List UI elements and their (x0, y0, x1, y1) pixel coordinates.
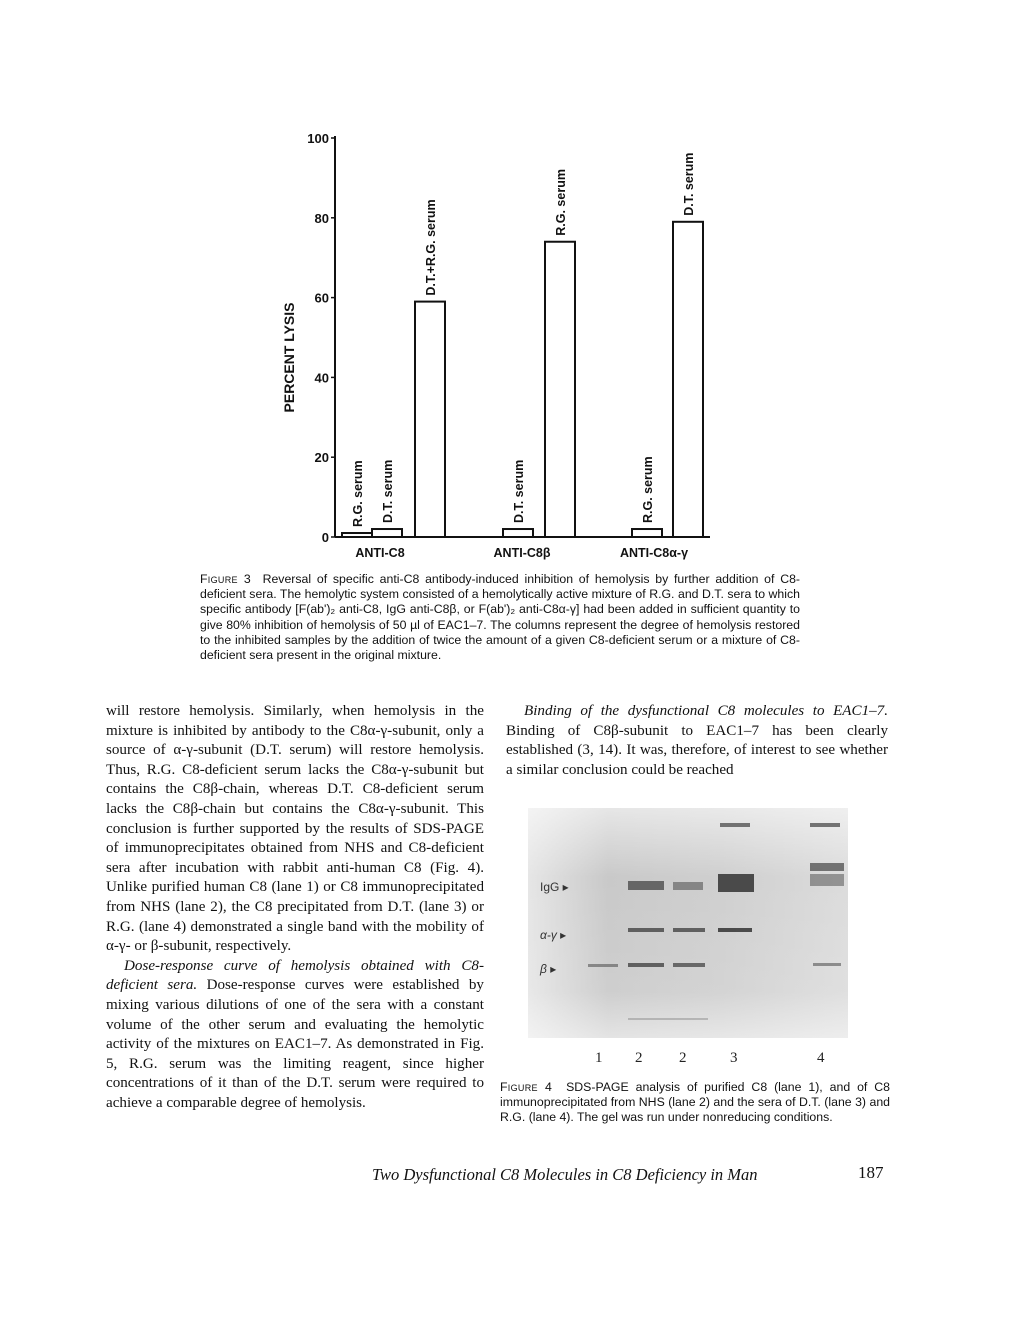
bar (673, 222, 703, 537)
figure-3-chart (270, 125, 730, 575)
bar-label: D.T.+R.G. serum (424, 199, 438, 296)
lane-label: 2 (679, 1050, 687, 1066)
y-tick-label: 20 (314, 450, 329, 466)
running-title: Two Dysfunctional C8 Molecules in C8 Deficiency in Man (372, 1165, 758, 1184)
bar-label: D.T. serum (512, 459, 526, 524)
figure-3-caption-text: Reversal of specific anti-C8 antibody-induced inhibition of hemolysis by further addition of C8-deficient sera. The hemolytic system consisted of a hemolytically active mixture of R.G. and D.T. sera to which specific antibody [F(ab')₂ anti-C8, IgG anti-C8β, or F(ab')₂ anti-C8α-γ] had been added in sufficient quantity to give 80% inhibition of hemolysis of 50 µl of EAC1–7. The columns represent the degree of hemolysis restored to the inhibited samples by the addition of twice the amount of a given C8-deficient serum or a mixture of C8-deficient sera present in the original mixture. (200, 572, 801, 663)
bar-chart (270, 125, 730, 575)
bar (545, 242, 575, 537)
bar-label: R.G. serum (554, 169, 568, 236)
bar (503, 529, 533, 537)
left-paragraph-1: will restore hemolysis. Similarly, when hemolysis in the mixture is inhibited by antibody to the C8α-γ-subunit, only a source of α-γ-subunit (D.T. serum) will restore hemolysis. Thus, R.G. C8-deficient serum lacks the C8α-γ-subunit but contains the C8β-chain, whereas D.T. C8-deficient serum lacks the C8β-chain but contains the C8α-γ-subunit. This conclusion is further supported by the results of SDS-PAGE of immunoprecipitates obtained from NHS and C8-deficient sera after incubation with rabbit anti-human C8 (Fig. 4). Unlike purified human C8 (lane 1) or C8 immunoprecipitated from NHS (lane 2), the C8 precipitated from D.T. (lane 3) or R.G. (lane 4) demonstrated a single band with the mobility of α-γ- or β-subunit, respectively. (106, 703, 484, 955)
binding-heading: Binding of the dysfunctional C8 molecules to EAC1–7. (524, 703, 888, 719)
bar-label: R.G. serum (641, 456, 655, 524)
lane-label: 3 (730, 1050, 738, 1066)
igg-band-label: IgG ▸ (540, 880, 569, 894)
group-label: ANTI-C8β (493, 546, 551, 560)
beta-band-label: β ▸ (540, 962, 557, 976)
lane-label: 2 (635, 1050, 643, 1066)
bar-label: D.T. serum (682, 152, 696, 216)
bar (372, 529, 402, 537)
left-column (106, 702, 484, 1113)
lane-label: 4 (817, 1050, 825, 1066)
alpha-gamma-band-label: α-γ ▸ (540, 928, 567, 942)
bar-label: D.T. serum (381, 459, 395, 524)
page-number: 187 (858, 1163, 884, 1182)
y-tick-label: 60 (314, 290, 329, 306)
binding-body: Binding of C8β-subunit to EAC1–7 has been clearly established (3, 14). It was, therefore, of interest to see whether a similar conclusion could be reached (506, 722, 888, 778)
bar-label: R.G. serum (351, 460, 365, 528)
bar (632, 529, 662, 537)
left-paragraph-2 (106, 957, 484, 1114)
y-tick-label: 100 (307, 131, 329, 146)
gel-lane-numbers (585, 1050, 845, 1070)
gel-photo (528, 808, 848, 1038)
bar (342, 533, 372, 537)
y-tick-label: 40 (314, 370, 329, 386)
figure-4-caption (500, 1080, 890, 1126)
dose-response-body: Dose-response curves were established by mixing various dilutions of one of the sera with a constant volume of the other serum and evaluating the hemolytic activity of the mixtures on EAC1–7. As demonstrated in Fig. 5, R.G. serum was the limiting reagent, since higher concentrations of it than of the D.T. serum were required to achieve a comparable degree of hemolysis. (106, 977, 484, 1111)
figure-3-caption (200, 572, 800, 663)
group-label: ANTI-C8 (355, 546, 405, 560)
lane-label: 1 (595, 1050, 603, 1066)
right-paragraph (506, 702, 888, 780)
y-tick-label: 80 (314, 210, 329, 226)
y-axis-label: PERCENT LYSIS (281, 302, 297, 413)
figure-4-label: Figure 4 (500, 1080, 553, 1094)
dose-response-heading: Dose-response curve of hemolysis obtained with C8-deficient sera. (106, 957, 484, 994)
figure-3-label: Figure 3 (200, 572, 252, 586)
group-label: ANTI-C8α-γ (619, 546, 689, 560)
y-tick-label: 0 (321, 530, 329, 545)
bar (415, 302, 445, 537)
right-column (506, 702, 888, 780)
figure-4-caption-text: SDS-PAGE analysis of purified C8 (lane 1), and of C8 immunoprecipitated from NHS (lane 2) and the sera of D.T. (lane 3) and R.G. (lane 4). The gel was run under nonreducing conditions. (500, 1080, 890, 1125)
sds-page-gel-image (528, 808, 848, 1038)
